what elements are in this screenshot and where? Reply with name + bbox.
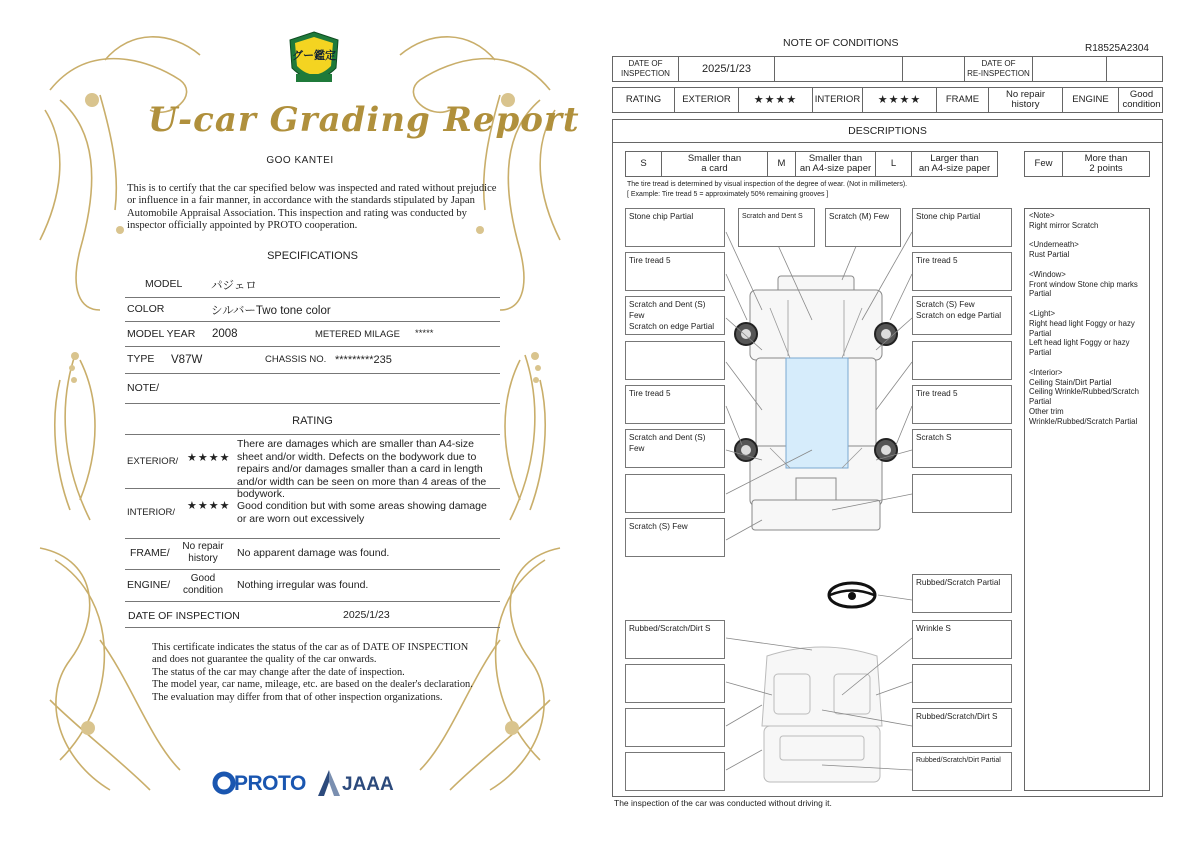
- engine-value: Good condition: [182, 573, 224, 596]
- few-legend: [1024, 151, 1150, 177]
- rating-heading: RATING: [292, 415, 333, 427]
- condition-box: [912, 664, 1012, 703]
- condition-box: Scratch (S) Few Scratch on edge Partial: [912, 296, 1012, 335]
- legend-s-text: Smaller than a card: [662, 152, 768, 176]
- condition-box: Tire tread 5: [912, 252, 1012, 291]
- frame-label: FRAME/: [130, 547, 170, 559]
- model-year-value: 2008: [212, 328, 238, 340]
- report-subtitle: GOO KANTEI: [266, 155, 334, 166]
- spec-row-year: [125, 321, 500, 347]
- interior-label: INTERIOR: [813, 88, 863, 112]
- interior-stars: ★★★★: [187, 500, 231, 512]
- reinspection-date-label: DATE OF RE-INSPECTION: [965, 57, 1033, 81]
- condition-box: Tire tread 5: [625, 252, 725, 291]
- date-blank-1: [775, 57, 903, 81]
- engine-description: Nothing irregular was found.: [237, 579, 369, 591]
- type-label: TYPE: [127, 353, 155, 365]
- condition-box: Rubbed/Scratch/Dirt S: [912, 708, 1012, 747]
- exterior-description: There are damages which are smaller than A4-size sheet and/or width. Defects on the bodywork due to repairs and/or damages smaller than a card in length and/or width can be seen on more than 4 areas of the bodywork.: [237, 438, 487, 500]
- condition-box: Scratch and Dent (S) Few: [625, 429, 725, 468]
- spec-row-model: [125, 270, 500, 298]
- mileage-label: METERED MILAGE: [315, 329, 400, 340]
- specifications-heading: SPECIFICATIONS: [267, 250, 358, 262]
- goo-kantei-badge: [286, 30, 342, 92]
- condition-box: Rubbed/Scratch/Dirt S: [625, 620, 725, 659]
- badge-text: グー鑑定: [292, 50, 336, 62]
- mileage-value: *****: [415, 328, 434, 339]
- condition-box: [625, 341, 725, 380]
- frame-description: No apparent damage was found.: [237, 547, 390, 559]
- rating-label: RATING: [613, 88, 675, 112]
- condition-box: [625, 708, 725, 747]
- condition-box: Scratch S: [912, 429, 1012, 468]
- condition-box: Scratch and Dent (S) Few Scratch on edge Partial: [625, 296, 725, 335]
- rating-row-interior: [125, 488, 500, 539]
- condition-box: [912, 341, 1012, 380]
- legend-few: Few: [1025, 152, 1063, 176]
- rating-row-frame: [125, 538, 500, 570]
- color-value: シルバーTwo tone color: [211, 305, 331, 317]
- model-year-label: MODEL YEAR: [127, 328, 196, 340]
- model-label: MODEL: [145, 278, 183, 290]
- exterior-stars: ★★★★: [739, 88, 813, 112]
- frame-label: FRAME: [937, 88, 989, 112]
- legend-few-text: More than 2 points: [1084, 153, 1128, 174]
- engine-label: ENGINE/: [127, 579, 171, 591]
- report-title: U-car Grading Report: [148, 100, 580, 140]
- jaaa-logo-text: JAAA: [342, 774, 394, 795]
- date-label: DATE OF INSPECTION: [128, 610, 240, 622]
- legend-l-text: Larger than an A4-size paper: [918, 153, 991, 174]
- intro-text: This is to certify that the car specified below was inspected and rated without prejudice or influence in a fair manner, in accordance with the standards stipulated by Japan Automobile Appraisal Association. This inspection and rating was conducted by inspector officially appointed by PROTO cooperation.: [127, 183, 497, 232]
- condition-box: Stone chip Partial: [625, 208, 725, 247]
- rating-row: [612, 87, 1163, 113]
- condition-box: Scratch (M) Few: [825, 208, 901, 247]
- conditions-title: NOTE OF CONDITIONS: [783, 37, 899, 49]
- chassis-label: CHASSIS NO.: [265, 354, 327, 365]
- exterior-stars: ★★★★: [187, 452, 231, 464]
- jaaa-mark-icon: [318, 770, 340, 798]
- inspection-date-value: 2025/1/23: [679, 57, 775, 81]
- condition-box: Wrinkle S: [912, 620, 1012, 659]
- disclaimer-text: This certificate indicates the status of the car as of DATE OF INSPECTION and does not guarantee the quality of the car onwards. The status of the car may change after the date of inspection. The model year, car name, mileage, etc. are based on the dealer's declaration. The evaluation may differ from that of other inspection organizations.: [152, 642, 473, 703]
- tire-tread-note: The tire tread is determined by visual inspection of the degree of wear. (Not in millimeters). [ Example: Tire tread 5 = approximately 50% remaining grooves ]: [627, 181, 908, 198]
- rating-row-date: [125, 601, 500, 628]
- condition-box: Stone chip Partial: [912, 208, 1012, 247]
- inspection-footer: The inspection of the car was conducted without driving it.: [614, 798, 832, 808]
- reinspection-date-value: [1033, 57, 1107, 81]
- model-value: パジェロ: [211, 280, 257, 292]
- interior-stars: ★★★★: [863, 88, 937, 112]
- condition-box: Scratch and Dent S: [738, 208, 815, 247]
- condition-box: Tire tread 5: [912, 385, 1012, 424]
- rating-row-exterior: [125, 435, 500, 500]
- note-label: NOTE/: [127, 382, 160, 394]
- condition-box: Rubbed/Scratch Partial: [912, 574, 1012, 613]
- inspection-date-label: DATE OF INSPECTION: [613, 57, 679, 81]
- spec-row-type: [125, 346, 500, 374]
- spec-row-color: [125, 297, 500, 322]
- proto-logo-text: PROTO: [234, 772, 306, 795]
- legend-l: L: [876, 152, 912, 176]
- condition-box: [912, 474, 1012, 513]
- frame-value: No repair history: [989, 88, 1063, 112]
- condition-box: Tire tread 5: [625, 385, 725, 424]
- legend-m-text: Smaller than an A4-size paper: [796, 152, 876, 176]
- frame-value: No repair history: [182, 541, 224, 564]
- color-label: COLOR: [127, 303, 165, 315]
- date-value: 2025/1/23: [343, 609, 390, 621]
- condition-box-empty: [625, 752, 725, 791]
- legend-m: M: [768, 152, 796, 176]
- interior-description: Good condition but with some areas showing damage or are worn out excessively: [237, 500, 487, 525]
- spec-row-note: [125, 373, 500, 404]
- exterior-label: EXTERIOR: [675, 88, 739, 112]
- engine-label: ENGINE: [1063, 88, 1119, 112]
- descriptions-heading: DESCRIPTIONS: [848, 125, 927, 137]
- engine-value: Good condition: [1122, 89, 1161, 110]
- chassis-value: *********235: [335, 354, 392, 366]
- date-row: [612, 56, 1163, 82]
- interior-label: INTERIOR/: [127, 507, 176, 518]
- legend-s: S: [626, 152, 662, 176]
- condition-box: Rubbed/Scratch/Dirt Partial: [912, 752, 1012, 791]
- condition-box: Scratch (S) Few: [625, 518, 725, 557]
- proto-mark-icon: [212, 770, 236, 796]
- exterior-label: EXTERIOR/: [127, 456, 179, 467]
- date-blank-3: [1107, 57, 1164, 81]
- condition-box: [625, 474, 725, 513]
- date-blank-2: [903, 57, 965, 81]
- reference-number: R18525A2304: [1085, 43, 1149, 54]
- rating-row-engine: [125, 569, 500, 602]
- condition-box: [625, 664, 725, 703]
- type-value: V87W: [171, 354, 203, 366]
- notes-panel: <Note> Right mirror Scratch <Underneath> Rust Partial <Window> Front window Stone chip marks Partial <Light> Right head light Foggy or hazy Partial Left head light Foggy or hazy Partial <Interior> Ceiling Stain/Dirt Partial Ceiling Wrinkle/Rubbed/Scratch Partial Other trim Wrinkle/Rubbed/Scratch Partial: [1024, 208, 1150, 791]
